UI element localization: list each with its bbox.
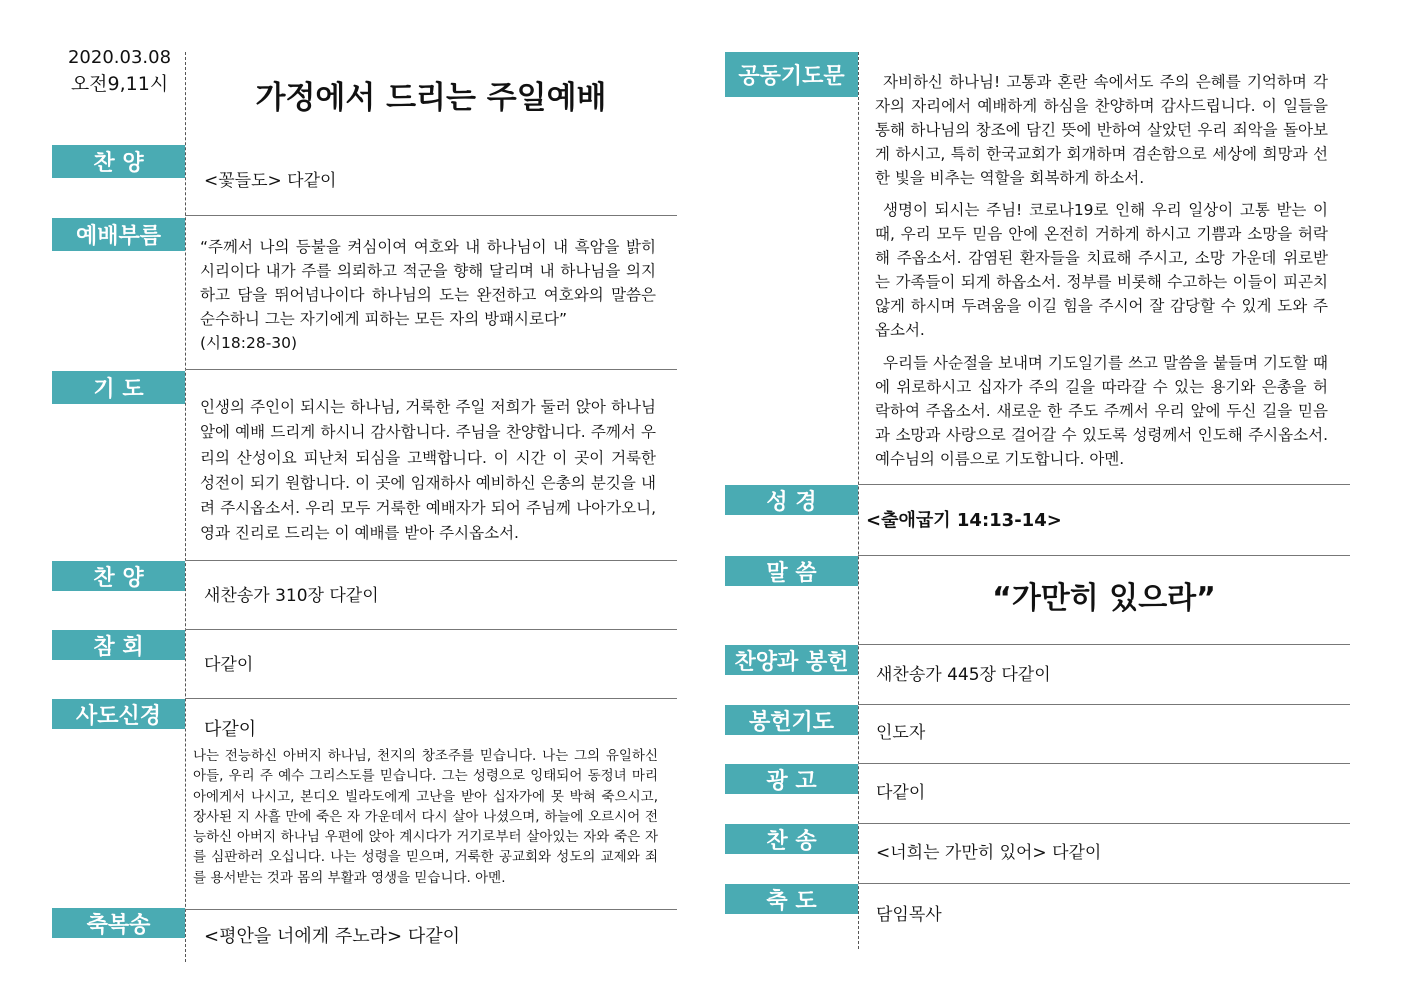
offering-text: 새찬송가 445장 다같이 xyxy=(876,665,1051,685)
section-label-common-prayer: 공동기도문 xyxy=(725,52,858,97)
section-label-offering: 찬양과 봉헌 xyxy=(725,645,858,675)
hymn3-text: <너희는 가만히 있어> 다같이 xyxy=(876,843,1102,863)
divider xyxy=(858,644,1350,645)
scripture-text: <출애굽기 14:13-14> xyxy=(866,510,1062,531)
divider xyxy=(185,629,677,630)
benediction-text: 담임목사 xyxy=(876,905,942,925)
creed-body: 나는 전능하신 아버지 하나님, 천지의 창조주를 믿습니다. 나는 그의 유일하신 아들, 우리 주 예수 그리스도를 믿습니다. 그는 성령으로 잉태되어 동정녀 마리아에게서 나시고, 본디오 빌라도에게 고난을 받아 십자가에 못 박혀 죽으시고, 장사된 지 사흘 만에 죽은 자 가운데서 다시 살아 나셨으며, 하늘에 오르시어 전능하신 아버지 하나님 우편에 앉아 계시다가 거기로부터 살아있는 자와 죽은 자를 심판하러 오십니다. 나는 성령을 믿으며, 거룩한 공교회와 성도의 교제와 죄를 용서받는 것과 몸의 부활과 영생을 믿습니다. 아멘. xyxy=(193,748,658,886)
divider xyxy=(185,909,677,910)
sermon-title: “가만히 있으라” xyxy=(992,581,1216,616)
section-label-blessing-song: 축복송 xyxy=(52,908,185,938)
common-prayer-p3: 우리들 사순절을 보내며 기도일기를 쓰고 말씀을 붙들며 기도할 때에 위로하시고 십자가 주의 길을 따라갈 수 있는 용기와 은총을 허락하여 주옵소서. 새로운 한 주도 주께서 우리 앞에 두신 길을 믿음과 소망과 사랑으로 걸어갈 수 있도록 성령께서 인도해 주시옵소서. 예수님의 이름으로 기도합니다. 아멘. xyxy=(875,354,1328,468)
divider xyxy=(858,704,1350,705)
blessing-song-text: <평안을 너에게 주노라> 다같이 xyxy=(204,926,460,947)
offering-prayer-text: 인도자 xyxy=(876,723,926,743)
divider xyxy=(185,369,677,370)
left-divider-line xyxy=(185,52,186,962)
call-to-worship-ref: (시18:28-30) xyxy=(200,334,298,352)
section-label-offering-prayer: 봉헌기도 xyxy=(725,705,858,735)
repent-text: 다같이 xyxy=(204,655,254,675)
section-label-repent: 참 회 xyxy=(52,630,185,660)
hymn1-text: <꽃들도> 다같이 xyxy=(204,171,337,191)
announcements-text: 다같이 xyxy=(876,783,926,803)
divider xyxy=(858,484,1350,485)
right-divider-line xyxy=(858,52,859,949)
divider xyxy=(185,698,677,699)
section-label-call: 예배부름 xyxy=(52,218,185,251)
divider xyxy=(858,823,1350,824)
divider xyxy=(858,763,1350,764)
service-date: 2020.03.08 xyxy=(67,47,172,68)
hymn2-text: 새찬송가 310장 다같이 xyxy=(204,586,379,606)
common-prayer-p1: 자비하신 하나님! 고통과 혼란 속에서도 주의 은혜를 기억하며 각자의 자리에서 예배하게 하심을 찬양하며 감사드립니다. 이 일들을 통해 하나님의 창조에 담긴 뜻에 반하여 살았던 우리 죄악을 돌아보게 하시고, 특히 한국교회가 회개하며 겸손함으로 세상에 희망과 선한 빛을 비추는 역할을 회복하게 하소서. xyxy=(875,73,1328,187)
section-label-hymn1: 찬 양 xyxy=(52,145,185,178)
divider xyxy=(858,555,1350,556)
creed-text: 다같이 xyxy=(204,719,257,740)
section-label-hymn2: 찬 양 xyxy=(52,561,185,591)
divider xyxy=(185,215,677,216)
service-time: 오전9,11시 xyxy=(70,73,169,95)
page-title: 가정에서 드리는 주일예배 xyxy=(255,80,607,116)
common-prayer-p2: 생명이 되시는 주님! 코로나19로 인해 우리 일상이 고통 받는 이때, 우리 모두 믿음 안에 온전히 거하게 하시고 기쁨과 소망을 허락해 주옵소서. 감염된 환자들을 치료해 주시고, 소망 가운데 위로받는 가족들이 되게 하옵소서. 정부를 비롯해 수고하는 이들이 피곤치 않게 하시며 두려움을 이길 힘을 주시어 잘 감당할 수 있게 도와 주옵소서. xyxy=(875,201,1328,339)
section-label-creed: 사도신경 xyxy=(52,699,185,729)
section-label-scripture: 성 경 xyxy=(725,485,858,515)
section-label-announcements: 광 고 xyxy=(725,764,858,794)
section-label-prayer: 기 도 xyxy=(52,371,185,404)
section-label-sermon: 말 씀 xyxy=(725,556,858,586)
divider xyxy=(185,560,677,561)
section-label-hymn3: 찬 송 xyxy=(725,824,858,854)
section-label-benediction: 축 도 xyxy=(725,884,858,914)
divider xyxy=(858,883,1350,884)
prayer-text: 인생의 주인이 되시는 하나님, 거룩한 주일 저희가 둘러 앉아 하나님 앞에 예배 드리게 하시니 감사합니다. 주님을 찬양합니다. 주께서 우리의 산성이요 피난처 되심을 고백합니다. 이 시간 이 곳이 거룩한 성전이 되기 원합니다. 이 곳에 임재하사 예비하신 은총의 분깃을 내려 주시옵소서. 우리 모두 거룩한 예배자가 되어 주님께 나아가오니, 영과 진리로 드리는 이 예배를 받아 주시옵소서. xyxy=(200,398,656,543)
call-to-worship-text: “주께서 나의 등불을 켜심이여 여호와 내 하나님이 내 흑암을 밝히시리이다 내가 주를 의뢰하고 적군을 향해 달리며 내 하나님을 의지하고 담을 뛰어넘나이다 하나님의 도는 완전하고 여호와의 말씀은 순수하니 그는 자기에게 피하는 모든 자의 방패시로다” xyxy=(200,238,656,328)
